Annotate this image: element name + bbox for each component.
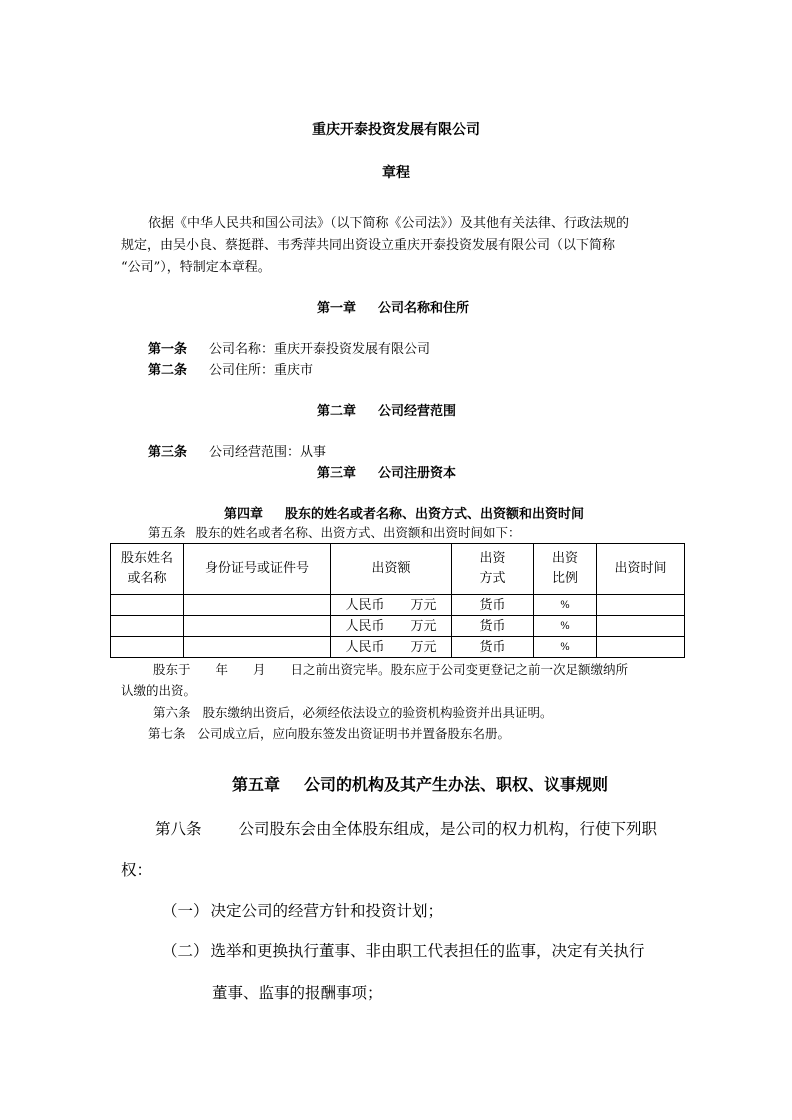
article-7-label: 第七条 — [148, 726, 186, 741]
article-3 — [148, 441, 326, 460]
table-cell: % — [534, 616, 597, 637]
article-3-label: 第三条 — [148, 445, 188, 460]
table-row — [111, 595, 685, 616]
list-item — [162, 939, 645, 961]
chapter-2-label: 第二章 — [317, 404, 357, 419]
table-header-cell: 出资额 — [331, 544, 452, 595]
chapter-3-heading — [317, 462, 456, 481]
table-header-cell: 股东姓名 或名称 — [111, 544, 184, 595]
article-5 — [148, 523, 521, 541]
chapter-4-label: 第四章 — [224, 507, 264, 522]
table-cell — [111, 637, 184, 658]
preamble-line-2: 规定，由吴小良、蔡挺群、韦秀萍共同出资设立重庆开泰投资发展有限公司（以下简称 — [121, 238, 616, 253]
table-cell — [111, 595, 184, 616]
list-item — [162, 899, 443, 921]
article-8 — [155, 817, 657, 839]
table-header-cell: 出资 比例 — [534, 544, 597, 595]
table-header-cell: 出资时间 — [597, 544, 685, 595]
contribution-deadline-line-2: 认缴的出资。 — [121, 683, 197, 698]
article-8-text: 公司股东会由全体股东组成，是公司的权力机构，行使下列职 — [238, 820, 658, 838]
article-1-label: 第一条 — [148, 342, 188, 357]
article-1 — [148, 338, 430, 357]
article-2-text: 公司住所：重庆市 — [209, 363, 314, 378]
preamble-line-1: 依据《中华人民共和国公司法》（以下简称《公司法》）及其他有关法律、行政法规的 — [148, 216, 630, 231]
list-item-number: （二） — [162, 942, 209, 960]
article-6-text: 股东缴纳出资后，必须经依法设立的验资机构验资并出具证明。 — [202, 705, 553, 720]
table-header-cell: 出资 方式 — [452, 544, 534, 595]
article-3-text: 公司经营范围：从事 — [209, 445, 327, 460]
chapter-1-heading — [317, 297, 469, 316]
list-item-continuation: 董事、监事的报酬事项； — [212, 984, 383, 1002]
table-cell — [597, 616, 685, 637]
table-cell — [597, 595, 685, 616]
contribution-deadline-line-1: 股东于 年 月 日之前出资完毕。股东应于公司变更登记之前一次足额缴纳所 — [153, 662, 629, 677]
chapter-4-title: 股东的姓名或者名称、出资方式、出资额和出资时间 — [285, 507, 585, 522]
table-cell — [184, 637, 331, 658]
chapter-5-label: 第五章 — [232, 775, 281, 794]
preamble-line-3: “公司”），特制定本章程。 — [121, 260, 271, 275]
article-6 — [153, 703, 553, 721]
shareholder-table — [110, 543, 685, 658]
chapter-4-heading — [224, 503, 584, 522]
table-cell: % — [534, 637, 597, 658]
article-7-text: 公司成立后，应向股东签发出资证明书并置备股东名册。 — [197, 726, 511, 741]
table-cell — [184, 616, 331, 637]
table-row — [111, 616, 685, 637]
article-5-label: 第五条 — [148, 525, 186, 540]
chapter-1-title: 公司名称和住所 — [378, 301, 470, 316]
table-row — [111, 637, 685, 658]
chapter-5-heading — [232, 772, 608, 795]
chapter-2-title: 公司经营范围 — [378, 404, 457, 419]
article-2 — [148, 359, 313, 378]
table-cell: 人民币 万元 — [331, 616, 452, 637]
chapter-1-label: 第一章 — [317, 301, 357, 316]
table-cell: % — [534, 595, 597, 616]
chapter-2-heading — [317, 400, 456, 419]
article-7 — [148, 724, 510, 742]
article-8-label: 第八条 — [155, 820, 202, 838]
article-1-text: 公司名称：重庆开泰投资发展有限公司 — [209, 342, 431, 357]
table-cell: 货币 — [452, 637, 534, 658]
table-cell: 人民币 万元 — [331, 595, 452, 616]
document-title: 重庆开泰投资发展有限公司 — [312, 122, 480, 138]
chapter-3-label: 第三章 — [317, 466, 357, 481]
chapter-5-title: 公司的机构及其产生办法、职权、议事规则 — [304, 775, 609, 794]
list-item-number: （一） — [162, 902, 209, 920]
table-cell: 货币 — [452, 616, 534, 637]
chapter-3-title: 公司注册资本 — [378, 466, 457, 481]
article-2-label: 第二条 — [148, 363, 188, 378]
table-header-row — [111, 544, 685, 595]
list-item-text: 决定公司的经营方针和投资计划； — [210, 902, 444, 920]
table-cell: 人民币 万元 — [331, 637, 452, 658]
table-header-cell: 身份证号或证件号 — [184, 544, 331, 595]
article-8-continuation: 权： — [121, 861, 153, 879]
article-6-label: 第六条 — [153, 705, 191, 720]
table-cell — [597, 637, 685, 658]
document-subtitle: 章程 — [382, 165, 410, 181]
table-cell: 货币 — [452, 595, 534, 616]
table-cell — [111, 616, 184, 637]
table-cell — [184, 595, 331, 616]
article-5-text: 股东的姓名或者名称、出资方式、出资额和出资时间如下： — [195, 525, 521, 540]
list-item-text: 选举和更换执行董事、非由职工代表担任的监事，决定有关执行 — [210, 942, 645, 960]
